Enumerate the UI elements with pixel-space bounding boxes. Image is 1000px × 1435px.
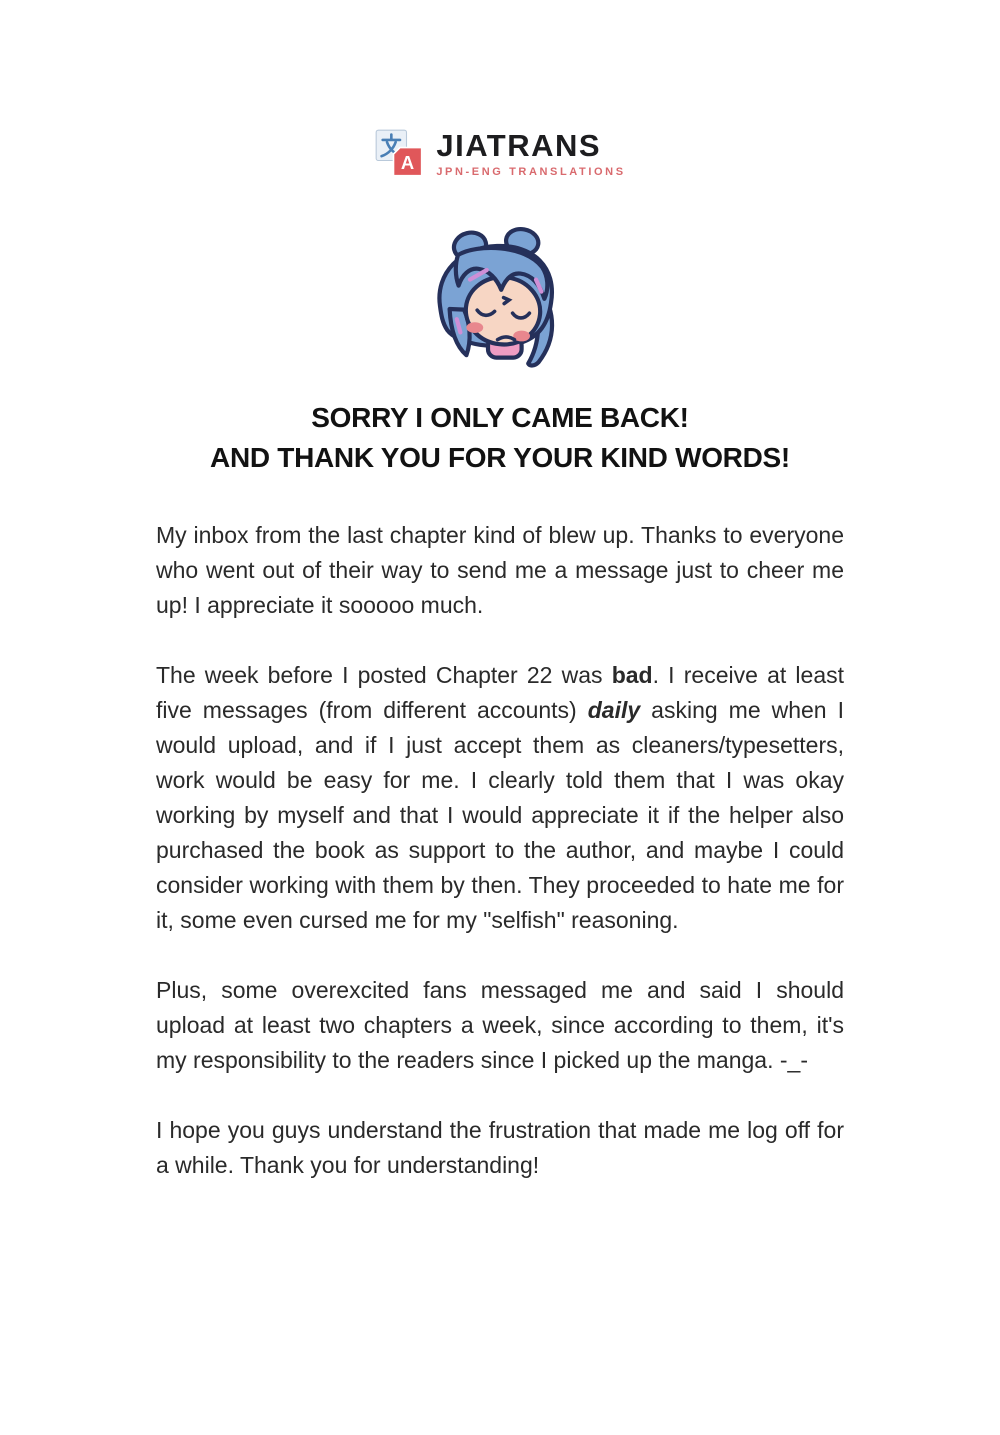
mascot-illustration <box>0 222 1000 372</box>
brand-name: JIATRANS <box>436 128 602 164</box>
logo-letter: A <box>401 152 415 174</box>
title-line-2: AND THANK YOU FOR YOUR KIND WORDS! <box>210 442 790 473</box>
translate-icon <box>374 128 426 180</box>
note-body <box>156 518 844 1183</box>
brand-tagline: JPN-ENG TRANSLATIONS <box>436 165 626 178</box>
title-line-1: SORRY I ONLY CAME BACK! <box>311 402 689 433</box>
chibi-girl-icon <box>420 222 580 372</box>
paragraph: My inbox from the last chapter kind of blew up. Thanks to everyone who went out of their way to send me a message just to cheer me up! I appreciate it sooooo much. <box>156 522 844 618</box>
logo <box>0 0 1000 180</box>
paragraph: I hope you guys understand the frustration that made me log off for a while. Thank you for understanding! <box>156 1117 844 1178</box>
page-title <box>0 398 1000 478</box>
paragraph: Plus, some overexcited fans messaged me and said I should upload at least two chapters a week, since according to them, it's my responsibility to the readers since I picked up the manga. -_- <box>156 977 844 1073</box>
paragraph: The week before I posted Chapter 22 was bad. I receive at least five messages (from different accounts) daily asking me when I would upload, and if I just accept them as cleaners/typesetters, work would be easy for me. I clearly told them that I was okay working by myself and that I would appreciate it if the helper also purchased the book as support to the author, and maybe I could consider working with them by then. They proceeded to hate me for it, some even cursed me for my "selfish" reasoning. <box>156 662 845 933</box>
